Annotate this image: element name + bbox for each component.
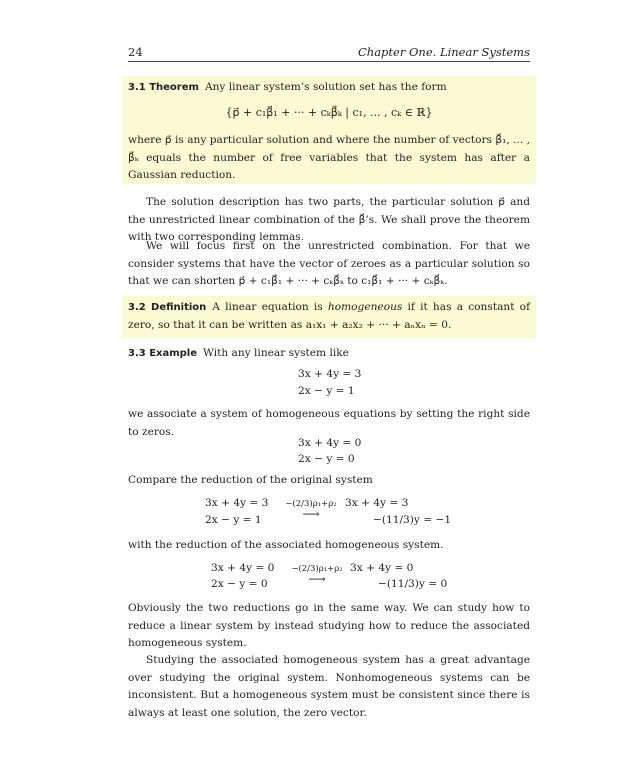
reduction1-right-eq1: 3x + 4y = 3 [345, 497, 409, 509]
reduction1-right-eq2: −(11/3)y = −1 [373, 514, 452, 526]
page-number: 24 [128, 45, 143, 59]
system2-eq1: 3x + 4y = 0 [298, 437, 362, 449]
reduction2-operation [280, 564, 354, 584]
example-text-associated: with the reduction of the associated homogeneous system. [128, 539, 444, 551]
chapter-title: Chapter One. Linear Systems [357, 45, 530, 59]
definition-text: 3.2 Definition A linear equation is homogeneous if it has a constant of zero, so that it can be written as a₁x₁ + a₂x₂ + ··· + aₙxₙ = 0. [128, 301, 530, 331]
page-header [128, 43, 530, 62]
paragraph-solution-description: The solution description has two parts, the particular solution p⃗ and the unrestricted linear combination of the β⃗’s. We shall prove the theorem with two corresponding lemmas. [128, 196, 530, 243]
example-text-homogeneous: we associate a system of homogeneous equations by setting the right side to zeros. [128, 408, 530, 438]
theorem-body: where p⃗ is any particular solution and where the number of vectors β⃗₁, ... , β⃗ₖ equals the number of free variables that the system has after a Gaussian reduction. [128, 134, 530, 181]
definition-label: 3.2 Definition [128, 302, 207, 313]
theorem-formula: {p⃗ + c₁β⃗₁ + ··· + cₖβ⃗ₖ | c₁, ... , cₖ ∈ ℝ} [225, 106, 433, 119]
example-text-compare: Compare the reduction of the original system [128, 474, 373, 486]
reduction2-left-eq1: 3x + 4y = 0 [211, 562, 275, 574]
reduction2-arrow-icon: ⟶ [308, 572, 326, 586]
example-label: 3.3 Example [128, 348, 198, 359]
reduction2-right-eq2: −(11/3)y = 0 [378, 578, 448, 590]
paragraph-homogeneous-advantage: Studying the associated homogeneous system has a great advantage over studying the original system. Nonhomogeneous systems can be inconsistent. But a homogeneous system must be consistent since there is always at least one solution, the zero vector. [128, 654, 530, 719]
reduction2-right-eq1: 3x + 4y = 0 [350, 562, 414, 574]
reduction1-left-eq2: 2x − y = 1 [205, 514, 262, 526]
system2-eq2: 2x − y = 0 [298, 453, 355, 465]
reduction1-op-label: −(2/3)ρ₁+ρ₂ [285, 499, 337, 509]
reduction1-left-eq1: 3x + 4y = 3 [205, 497, 269, 509]
theorem-label: 3.1 Theorem [128, 82, 199, 93]
system1-eq1: 3x + 4y = 3 [298, 368, 362, 380]
example-intro: 3.3 Example With any linear system like [128, 347, 349, 359]
theorem-intro: 3.1 Theorem Any linear system’s solution set has the form [128, 81, 447, 93]
definition-term: homogeneous [327, 301, 403, 313]
reduction1-arrow-icon: ⟶ [302, 507, 320, 521]
system1-eq2: 2x − y = 1 [298, 385, 355, 397]
example-text-conclusion: Obviously the two reductions go in the same way. We can study how to reduce a linear system by instead studying how to reduce the associated homogeneous system. [128, 602, 530, 649]
reduction1-operation [274, 499, 348, 519]
reduction2-left-eq2: 2x − y = 0 [211, 578, 268, 590]
reduction2-op-label: −(2/3)ρ₁+ρ₂ [291, 564, 343, 574]
paragraph-unrestricted-combination: We will focus first on the unrestricted combination. For that we consider systems that have the vector of zeroes as a particular solution so that we can shorten p⃗ + c₁β⃗₁ + ··· + cₖβ⃗ₖ to c₁β⃗₁ + ··· + cₖβ⃗ₖ. [128, 240, 530, 287]
